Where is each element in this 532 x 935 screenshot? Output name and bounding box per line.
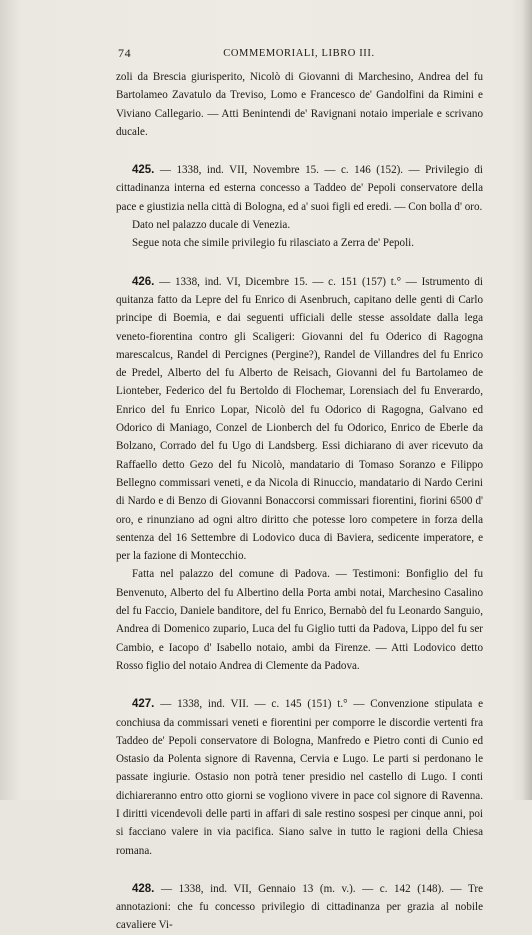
entry-lead: [116, 880, 483, 935]
page-number: 74: [118, 46, 132, 60]
entry-lead: [116, 273, 483, 566]
entry-text: zoli da Brescia giurisperito, Nicolò di Giovanni di Marchesino, Andrea del fu Bartolameo Zavatulo da Treviso, Lomo e Francesco de' Gandolfini da Rimini e Viviano Callegario. — Atti Benintendi de' Ravignani notaio imperiale e scrivano ducale.: [116, 71, 483, 138]
entry-lead: [116, 695, 483, 860]
entry-number: 427.: [132, 698, 155, 711]
entry-426: [116, 273, 483, 676]
page-header: [118, 46, 480, 62]
entry-summary: — 1338, ind. VII, Novembre 15. — c. 146 (152). — Privilegio di cittadinanza interna ed esterna concesso a Taddeo de' Pepoli conservatore della pace e giustizia nella città di Bologna, ed a' suoi figli ed eredi. — Con bolla d' oro.: [116, 164, 483, 213]
entry-note: Fatta nel palazzo del comune di Padova. — Testimoni: Bonfiglio del fu Benvenuto, Alberto del fu Albertino della Porta ambi notai, Marchesino Casalino del fu Faccio, Daniele banditore, del fu Enrico, Bernabò del fu Leonardo Sanguio, Andrea di Domenico zupario, Luca del fu Giglio tutti da Padova, Lippo del fu ser Cambio, e Iacopo d' Isabello notaio, ambi da Firenze. — Atti Lodovico detto Rosso figlio del notaio Andrea di Clemente da Padova.: [116, 568, 483, 672]
entry-continuation: [116, 68, 483, 141]
entry-summary: — 1338, ind. VII. — c. 145 (151) t.° — Convenzione stipulata e conchiusa da commissari veneti e fiorentini per comporre le discordie vertenti fra Taddeo de' Pepoli conservatore di Bologna, Manfredo e Pietro conti di Cunio ed Ostasio da Polenta signore di Ravenna, Cervia e Lugo. Le parti si perdonano le passate ingiurie. Ostasio non potrà tener presidio nel castello di Lugo. I conti dichiareranno entro otto giorni se vogliono vivere in pace col signore di Ravenna. I diritti vicendevoli delle parti in affari di sale restino sospesi per cinque anni, poi si facciano valere in via pacifica. Siano salve in tutto le ragioni della Chiesa romana.: [116, 698, 483, 857]
entry-summary: — 1338, ind. VII, Gennaio 13 (m. v.). — c. 142 (148). — Tre annotazioni: che fu concesso privilegio di cittadinanza per grazia al nobile cavaliere Vi-: [116, 882, 483, 932]
page-body: [116, 68, 483, 935]
entry-note: Segue nota che simile privilegio fu rilasciato a Zerra de' Pepoli.: [132, 237, 415, 250]
entry-428: [116, 880, 483, 935]
entry-note: Dato nel palazzo ducale di Venezia.: [132, 219, 291, 232]
entry-427: [116, 695, 483, 860]
entry-425: [116, 161, 483, 252]
entry-number: 426.: [132, 275, 155, 288]
entry-summary: — 1338, ind. VI, Dicembre 15. — c. 151 (157) t.° — Istrumento di quitanza fatto da Lepre del fu Enrico di Asenbruch, capitano delle genti di Carlo principe di Boemia, e dai seguenti ufficiali delle stesse assoldate dalla lega veneto-fiorentina contro gli Scaligeri: Giovanni del fu Oderico di Ragogna marescalcus, Randel di Percignes (Pergine?), Randel de Villandres del fu Enrico de Predel, Alberto del fu Alberto de Reisach, Giovanni del fu Bartolameo de Lionteber, Federico del fu Bertoldo di Flochemar, Lorensiach del fu Enverardo, Enrico del fu Enrico Lopar, Nicolò del fu Odorico di Ragogna, Galvano ed Odorico di Maniago, Conzel de Lionberch del fu Odorico, Enrico de Eberle da Bolzano, Corrado del fu Ugo di Landsberg. Essi dichiarano di aver ricevuto da Raffaello detto Gezo del fu Nicolò, mandatario di Tomaso Soranzo e Filippo Bellegno commissari veneti, e da Nicola di Rinuccio, mandatario di Nardo Cerini di Nardo e di Benzo di Giovanni Bonaccorsi commissari fiorentini, fiorini 6500 d' oro, e rinunziano ad ogni altro diritto che potesse loro competere in forza della sentenza del 16 Settembre di Lodovico duca di Baviera, sedicente imperatore, e per la fazione di Montecchio.: [116, 275, 483, 563]
page-edge-shadow: [522, 0, 532, 800]
entry-number: 425.: [132, 164, 155, 177]
entry-lead: [116, 161, 483, 216]
running-head: COMMEMORIALI, LIBRO III.: [223, 48, 375, 59]
entry-number: 428.: [132, 882, 155, 895]
